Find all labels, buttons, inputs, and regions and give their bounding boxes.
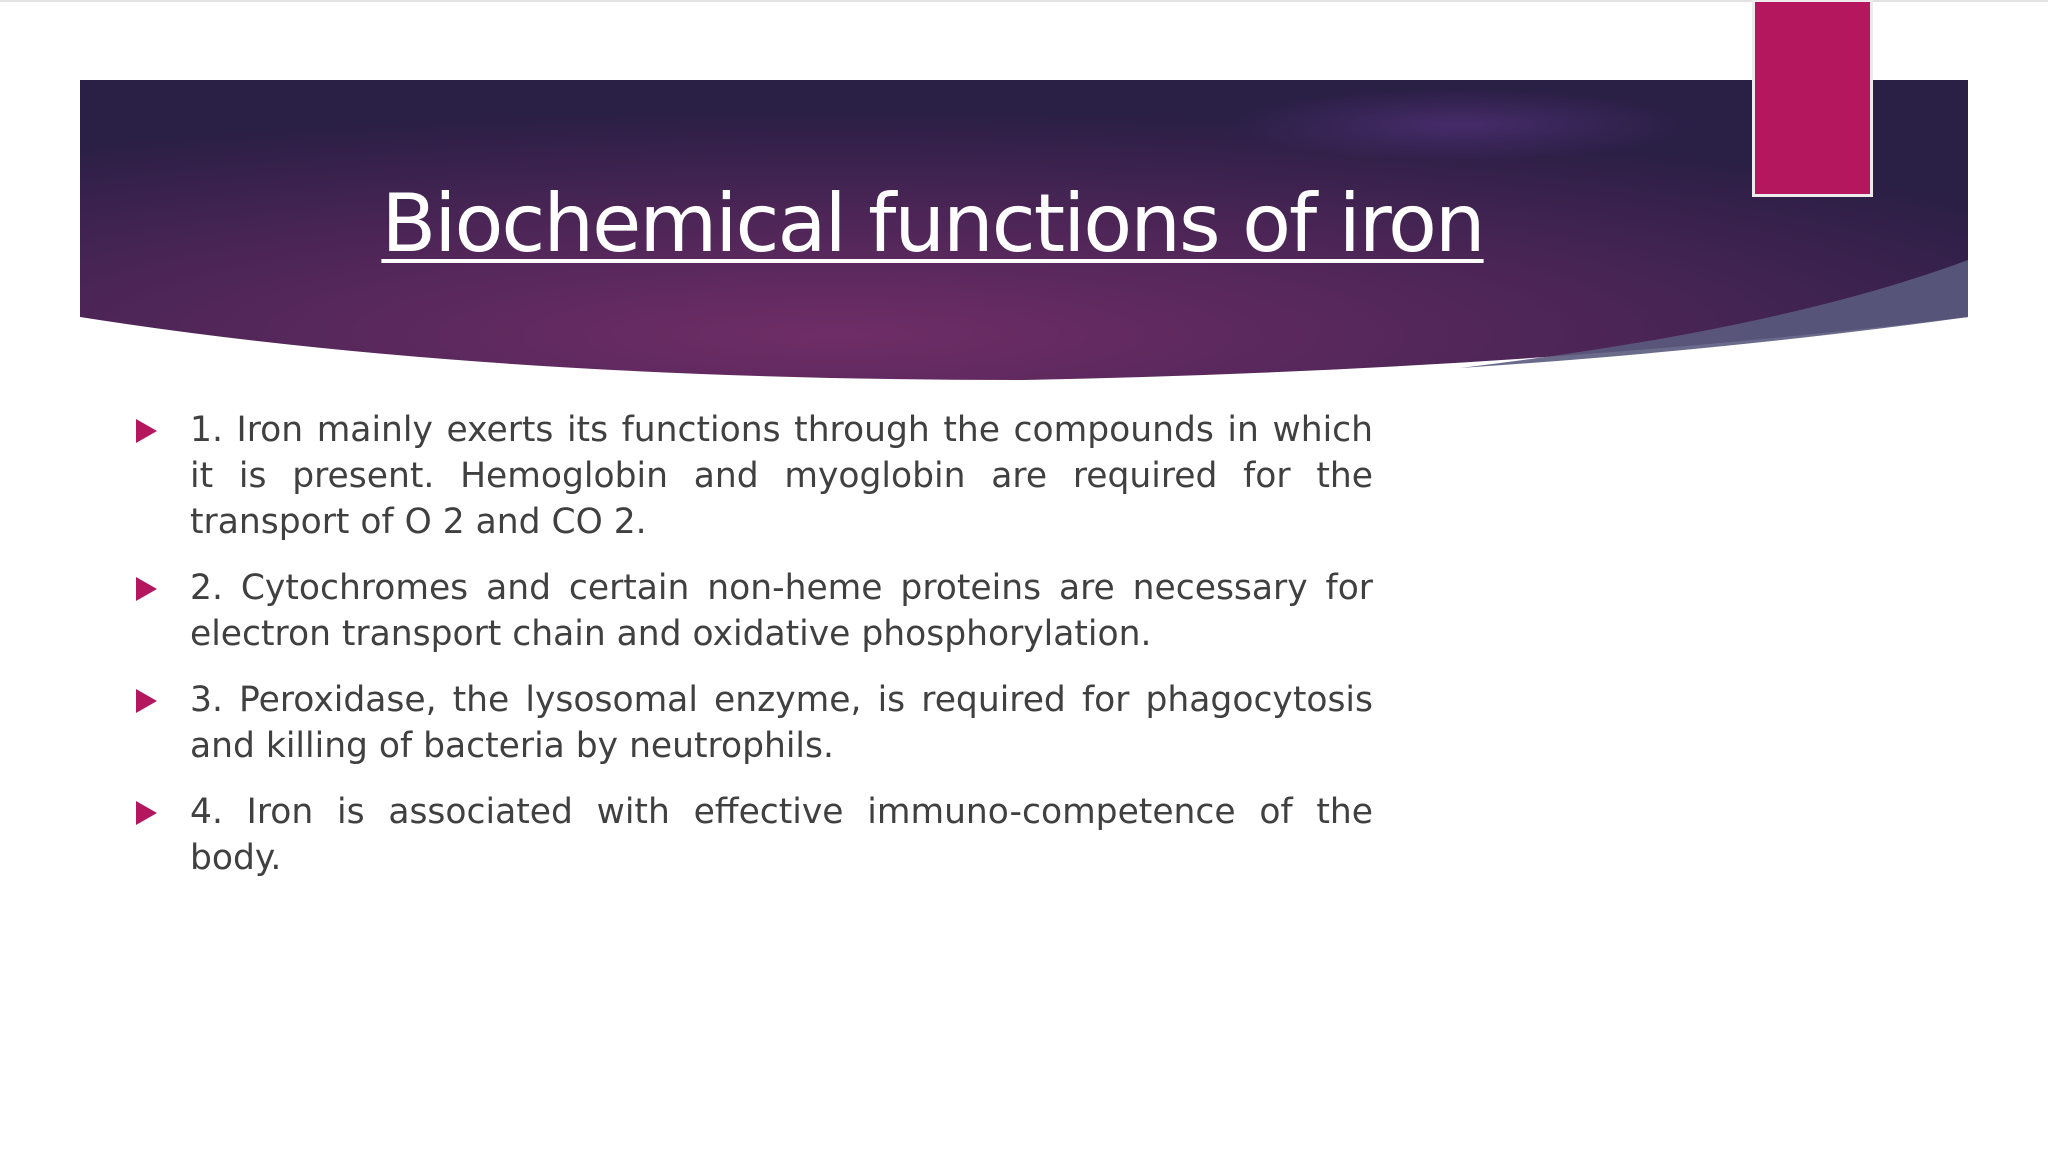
bullet-item (128, 789, 1373, 881)
bullet-text: 1. Iron mainly exerts its functions through the compounds in which it is present. Hemoglobin and myoglobin are required for the transport of O 2 and CO 2. (190, 410, 1373, 542)
bullet-item (128, 407, 1373, 545)
triangle-right-icon (136, 801, 157, 825)
bullet-text: 4. Iron is associated with effective immuno-competence of the body. (190, 792, 1373, 878)
triangle-right-icon (136, 689, 157, 713)
bullet-item (128, 677, 1373, 769)
bullet-list (128, 407, 1373, 901)
bullet-item (128, 565, 1373, 657)
bullet-text: 3. Peroxidase, the lysosomal enzyme, is required for phagocytosis and killing of bacteria by neutrophils. (190, 680, 1373, 766)
triangle-right-icon (136, 577, 157, 601)
slide-title: Biochemical functions of iron (381, 177, 1484, 270)
accent-tab (1755, 2, 1870, 194)
bullet-text: 2. Cytochromes and certain non-heme proteins are necessary for electron transport chain and oxidative phosphorylation. (190, 568, 1373, 654)
triangle-right-icon (136, 419, 157, 443)
